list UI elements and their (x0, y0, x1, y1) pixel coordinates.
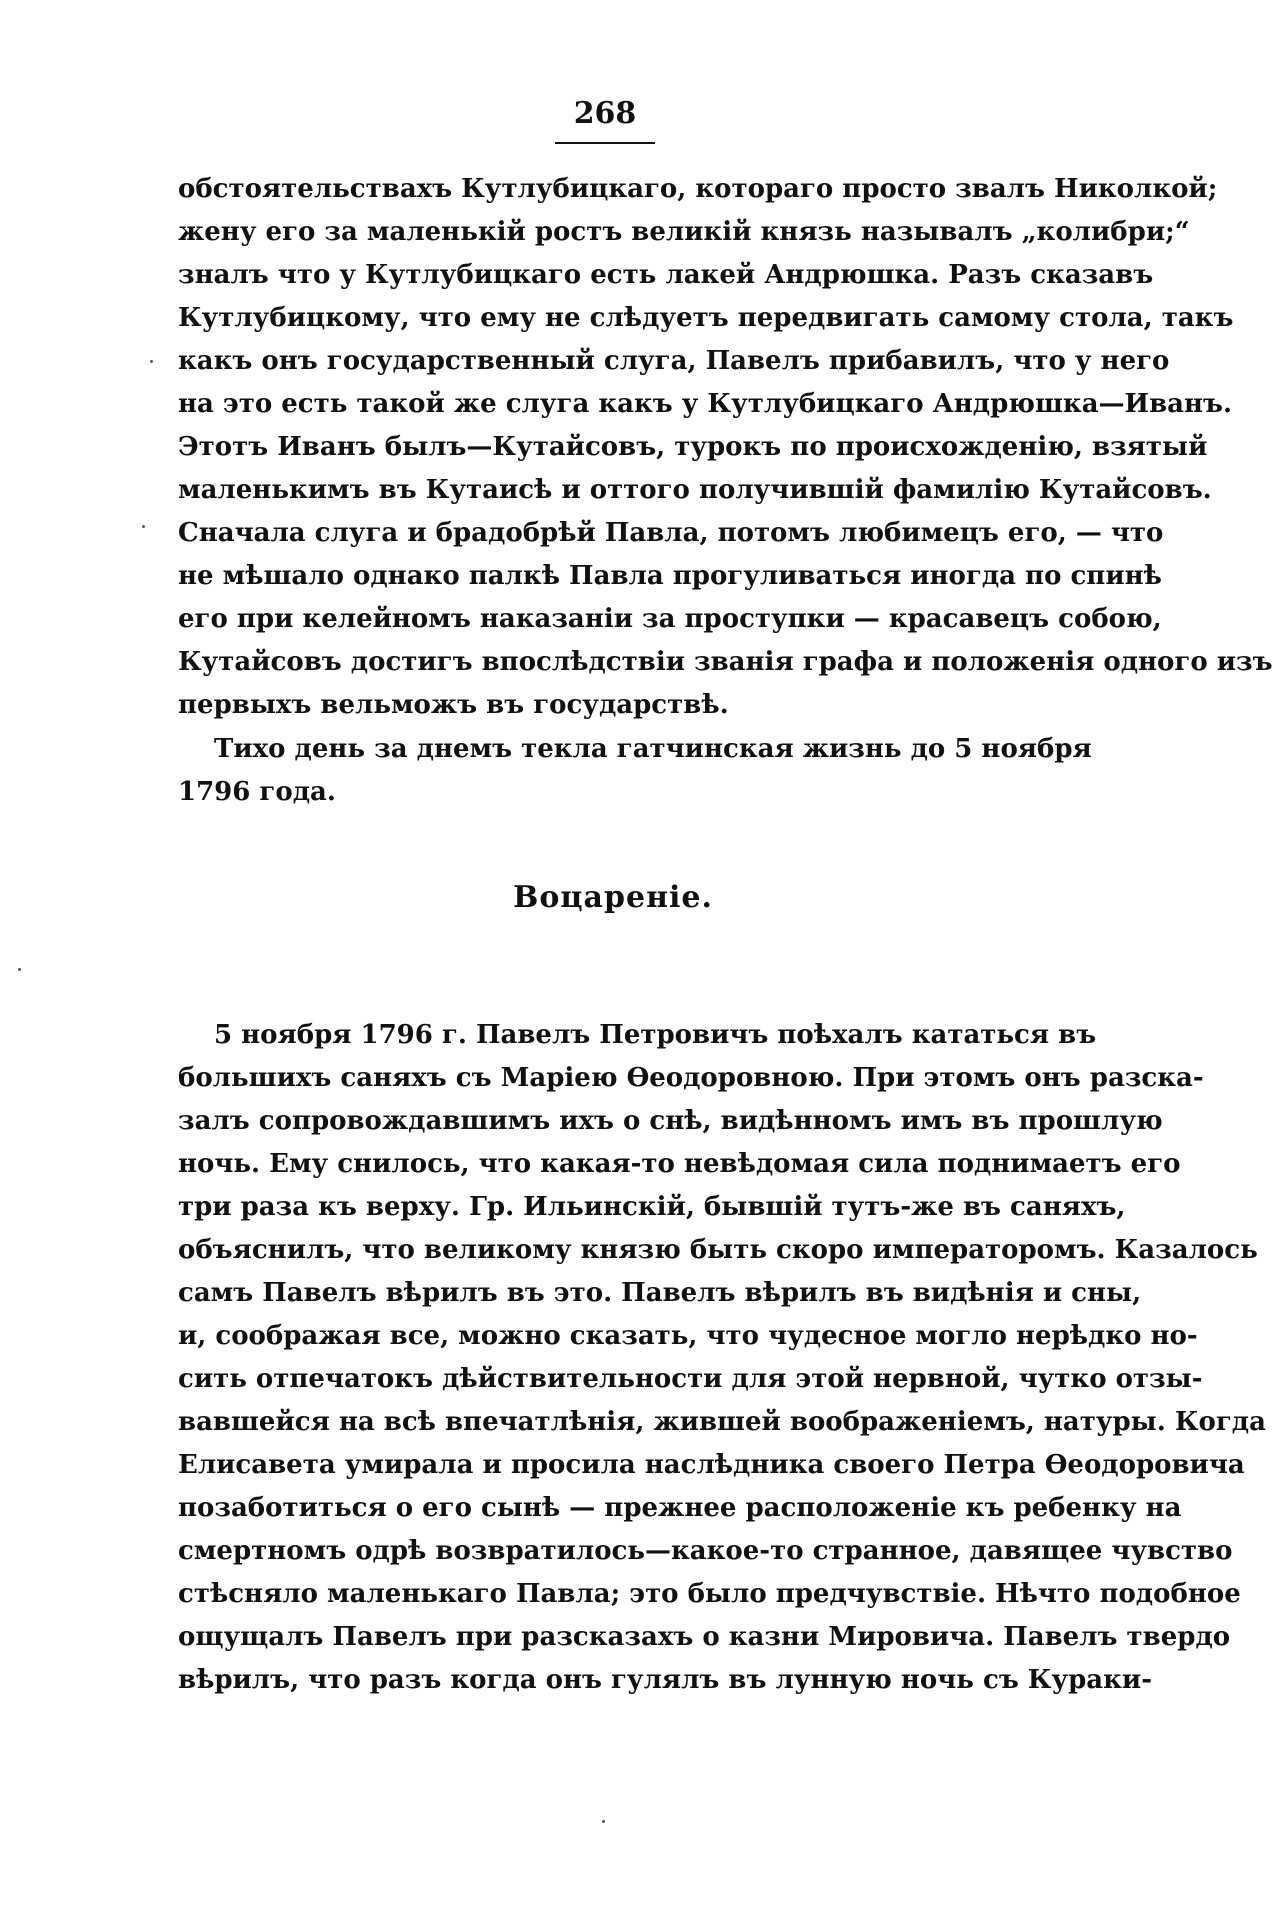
text-line: три раза къ верху. Гр. Ильинскій, бывшій тутъ-же въ саняхъ, (178, 1192, 1126, 1222)
text-line: Этотъ Иванъ былъ—Кутайсовъ, турокъ по происхожденію, взятый (178, 432, 1208, 462)
text-line: ощущалъ Павелъ при разсказахъ о казни Мировича. Павелъ твердо (178, 1622, 1231, 1652)
print-speck (150, 360, 153, 363)
text-line: вѣрилъ, что разъ когда онъ гулялъ въ лунную ночь съ Кураки- (178, 1665, 1152, 1695)
text-line: большихъ саняхъ съ Маріею Ѳеодоровною. При этомъ онъ разска- (178, 1063, 1204, 1093)
section-title: Воцареніе. (513, 880, 713, 915)
text-line: вавшейся на всѣ впечатлѣнія, жившей воображеніемъ, натуры. Когда (178, 1407, 1266, 1437)
text-line: объяснилъ, что великому князю быть скоро императоромъ. Казалось (178, 1235, 1258, 1265)
print-speck (142, 525, 145, 528)
text-line: первыхъ вельможъ въ государствѣ. (178, 690, 729, 720)
print-speck (602, 1820, 605, 1823)
text-line: обстоятельствахъ Кутлубицкаго, котораго просто звалъ Николкой; (178, 174, 1218, 204)
text-line: жену его за маленькій ростъ великій князь называлъ „колибри;“ (178, 217, 1190, 247)
text-line: Тихо день за днемъ текла гатчинская жизнь до 5 ноября (214, 734, 1092, 764)
text-line: 5 ноября 1796 г. Павелъ Петровичъ поѣхалъ кататься въ (214, 1020, 1097, 1050)
text-line: маленькимъ въ Кутаисѣ и оттого получившій фамилію Кутайсовъ. (178, 475, 1212, 505)
text-line: 1796 года. (178, 777, 336, 807)
page-number-underline (555, 142, 655, 144)
text-line: зналъ что у Кутлубицкаго есть лакей Андрюшка. Разъ сказавъ (178, 260, 1154, 290)
text-line: на это есть такой же слуга какъ у Кутлубицкаго Андрюшка—Иванъ. (178, 389, 1233, 419)
text-line: какъ онъ государственный слуга, Павелъ прибавилъ, что у него (178, 346, 1170, 376)
paragraph-1 (178, 168, 1273, 727)
text-line: смертномъ одрѣ возвратилось—какое-то странное, давящее чувство (178, 1536, 1233, 1566)
text-line: стѣсняло маленькаго Павла; это было предчувствіе. Нѣчто подобное (178, 1579, 1241, 1609)
text-line: ночь. Ему снилось, что какая-то невѣдомая сила поднимаетъ его (178, 1149, 1181, 1179)
text-line: сить отпечатокъ дѣйствительности для этой нервной, чутко отзы- (178, 1364, 1203, 1394)
text-line: не мѣшало однако палкѣ Павла прогуливаться иногда по спинѣ (178, 561, 1162, 591)
text-line: его при келейномъ наказаніи за проступки — красавецъ собою, (178, 604, 1162, 634)
text-line: позаботиться о его сынѣ — прежнее расположеніе къ ребенку на (178, 1493, 1182, 1523)
paragraph-2 (178, 728, 1092, 814)
text-line: Кутайсовъ достигъ впослѣдствіи званія графа и положенія одного изъ (178, 647, 1273, 677)
text-line: самъ Павелъ вѣрилъ въ это. Павелъ вѣрилъ въ видѣнія и сны, (178, 1278, 1142, 1308)
text-line: залъ сопровождавшимъ ихъ о снѣ, видѣнномъ имъ въ прошлую (178, 1106, 1163, 1136)
paragraph-3 (178, 1014, 1266, 1702)
page-number: 268 (573, 96, 637, 131)
text-line: Елисавета умирала и просила наслѣдника своего Петра Ѳеодоровича (178, 1450, 1245, 1480)
text-line: Кутлубицкому, что ему не слѣдуетъ передвигать самому стола, такъ (178, 303, 1234, 333)
print-speck (18, 968, 21, 971)
text-line: и, соображая все, можно сказать, что чудесное могло нерѣдко но- (178, 1321, 1198, 1351)
text-line: Сначала слуга и брадобрѣй Павла, потомъ любимецъ его, — что (178, 518, 1164, 548)
